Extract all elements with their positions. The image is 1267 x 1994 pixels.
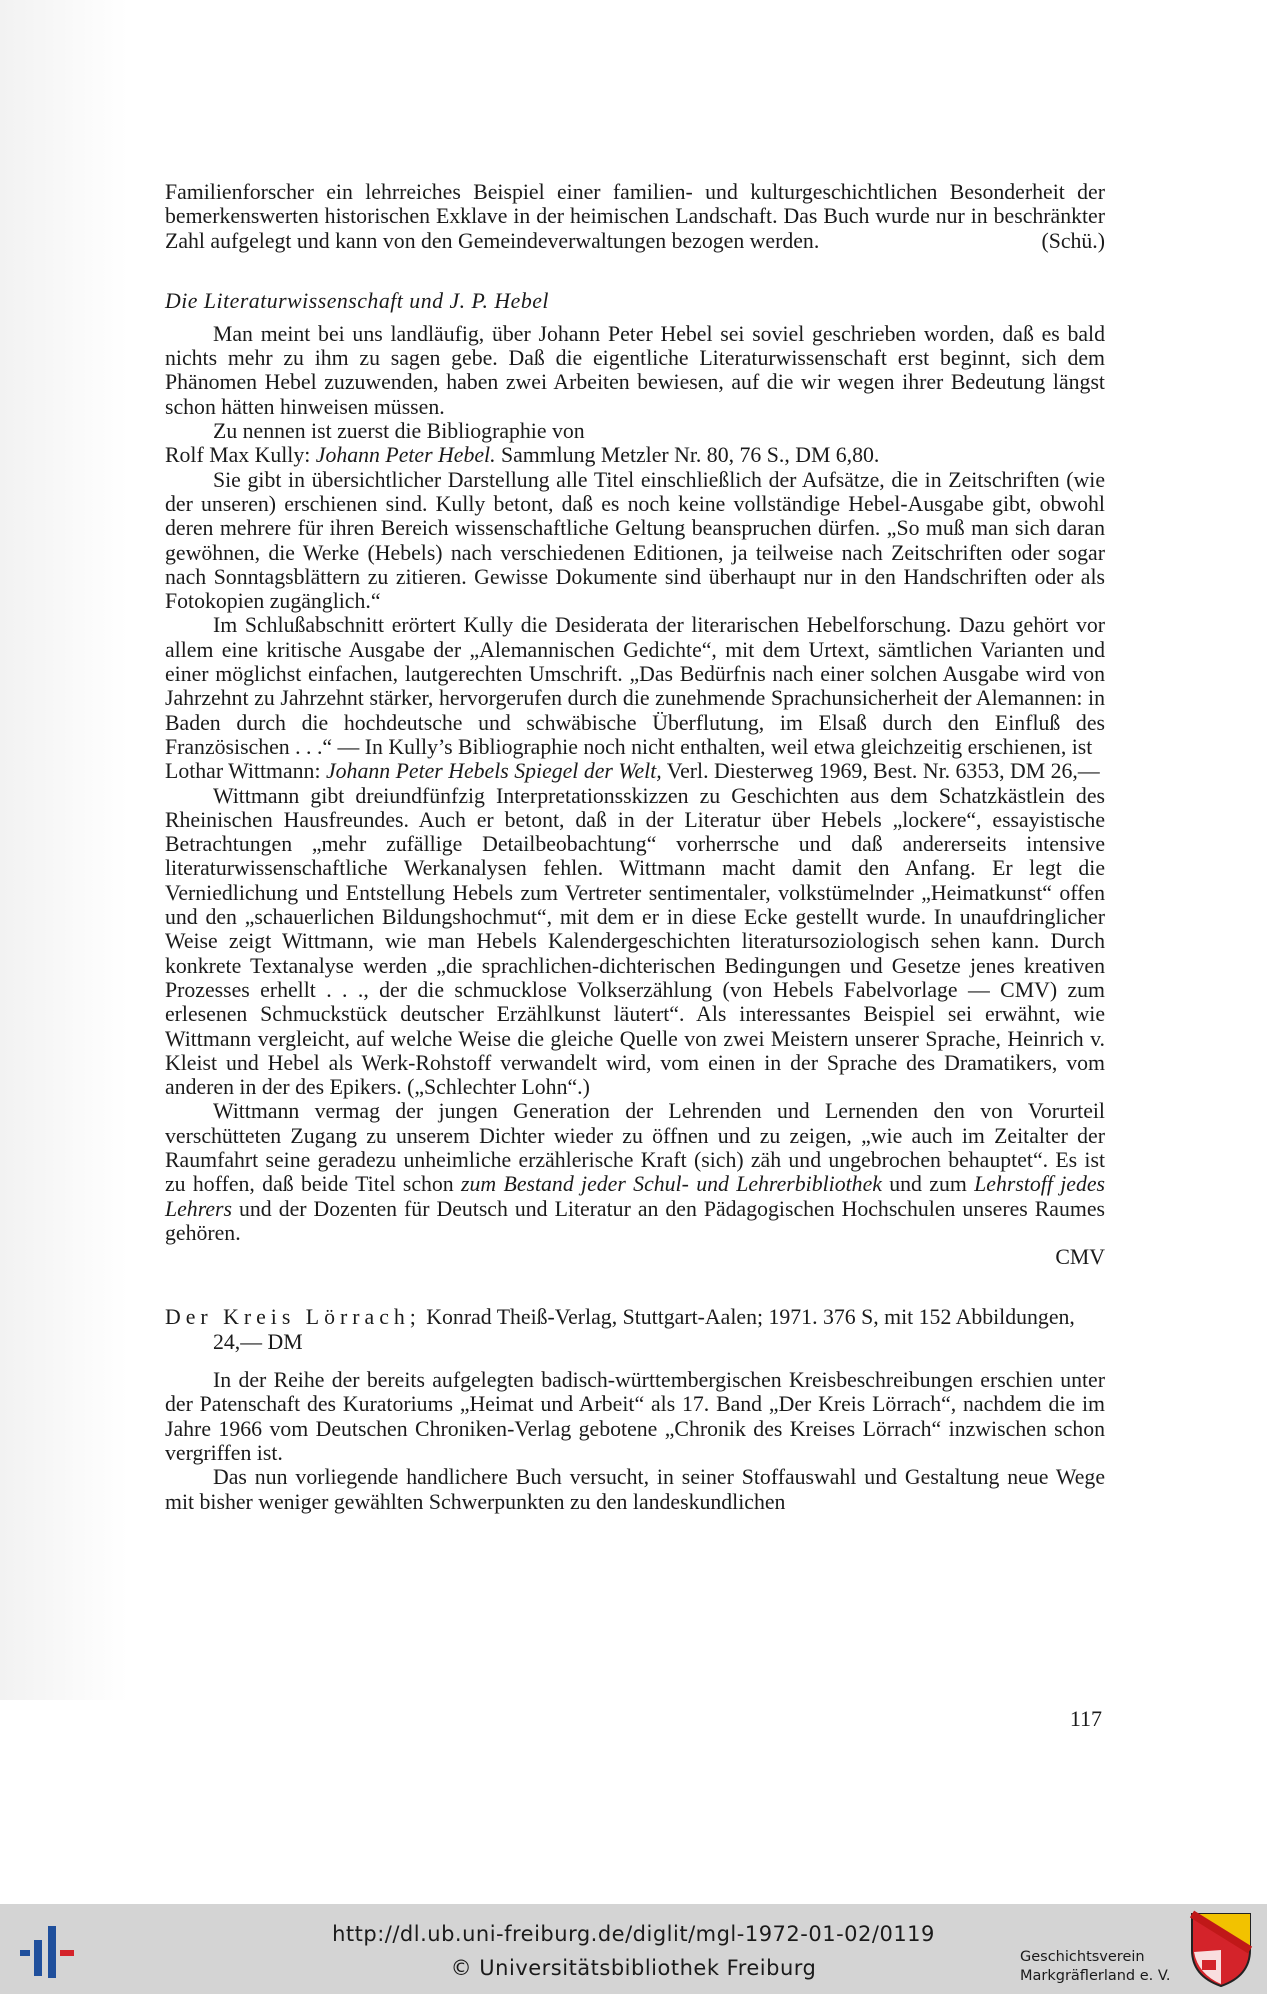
- article3-title: Der Kreis Lörrach; Konrad Theiß-Verlag, Stuttgart-Aalen; 1971. 376 S, mit 152 Abbildungen, 24,— DM: [165, 1305, 1075, 1354]
- article2-heading: Die Literaturwissenschaft und J. P. Hebel: [165, 288, 549, 313]
- article2-paragraph: Wittmann gibt dreiundfünfzig Interpretationsskizzen zu Geschichten aus dem Schatzkästlein des Rheinischen Hausfreundes. Auch er betont, daß in der Literatur über Hebels „lockere“, essayistische Betrachtungen „mehr zufällige Detailbeobachtung“ vorherrsche und daß andererseits intensive literaturwissenschaftliche Werkanalysen fehlen. Wittmann macht damit den Anfang. Er legt die Verniedlichung und Entstellung Hebels zum Vertreter sentimentaler, volkstümelnder „Heimatkunst“ offen und den „schauerlichen Bildungshochmut“, mit dem er in diese Ecke gestellt wurde. In unaufdringlicher Weise zeigt Wittmann, wie man Hebels Kalendergeschichten literatursoziologisch sehen kann. Durch konkrete Textanalyse werden „die sprachlichen-dichterischen Bedingungen und Gesetze jenes kreativen Prozesses erhellt . . ., der die schmucklose Volkserzählung (von Hebels Fabelvorlage — CMV) zum erlesenen Schmuckstück deutscher Erzählkunst läutert“. Als interessantes Beispiel sei erwähnt, wie Wittmann vergleicht, auf welche Weise die gleiche Quelle von zwei Meistern unserer Sprache, Heinrich v. Kleist und Hebel als Werk-Rohstoff verwandelt wird, vom einen in der Sprache des Dramatikers, vom anderen in der des Epikers. („Schlechter Lohn“.): [165, 783, 1105, 1100]
- article2-paragraph: Zu nennen ist zuerst die Bibliographie von: [213, 419, 585, 444]
- copyright-notice: © Universitätsbibliothek Freiburg: [450, 1956, 817, 1980]
- article3-paragraph: In der Reihe der bereits aufgelegten badisch-württembergischen Kreisbeschreibungen erschien unter der Patenschaft des Kuratoriums „Heimat und Arbeit“ als 17. Band „Der Kreis Lörrach“, nachdem die im Jahre 1966 vom Deutschen Chroniken-Verlag gebotene „Chronik des Kreises Lörrach“ inzwischen schon vergriffen ist.: [165, 1368, 1105, 1465]
- article2-paragraph: Sie gibt in übersichtlicher Darstellung alle Titel einschließlich der Aufsätze, die in Zeitschriften (wie der unseren) erschienen sind. Kully betont, daß es noch keine vollständige Hebel-Ausgabe gibt, obwohl deren mehrere für ihren Bereich wissenschaftliche Geltung beanspruchen dürfen. „So muß man sich daran gewöhnen, die Werke (Hebels) nach verschiedenen Editionen, ja teilweise nach Zeitschriften oder sogar nach Sonntagsblättern zu zitieren. Gewisse Dokumente sind überhaupt nur in den Handschriften oder als Fotokopien zugänglich.“: [165, 467, 1105, 614]
- article1-signature: (Schü.): [1041, 228, 1105, 253]
- article2-paragraph: Man meint bei uns landläufig, über Johann Peter Hebel sei soviel geschrieben worden, daß es bald nichts mehr zu ihm zu sagen gebe. Daß die eigentliche Literaturwissenschaft erst beginnt, sich dem Phänomen Hebel zuzuwenden, haben zwei Arbeiten bewiesen, auf die wir wegen ihrer Bedeutung längst schon hätten hinweisen müssen.: [165, 321, 1105, 419]
- bibliography-reference: Rolf Max Kully: Johann Peter Hebel. Sammlung Metzler Nr. 80, 76 S., DM 6,80.: [165, 443, 880, 468]
- article2-signature: CMV: [1055, 1245, 1105, 1270]
- coat-of-arms-icon: [1188, 1910, 1254, 1988]
- article2-paragraph: Wittmann vermag der jungen Generation der Lehrenden und Lernenden den von Vorurteil verschütteten Zugang zu unserem Dichter wieder zu öffnen und zu zeigen, „wie auch im Zeitalter der Raumfahrt seine geradezu unheimliche erzählerische Kraft (sich) zäh und ungebrochen behauptet“. Es ist zu hoffen, daß beide Titel schon zum Bestand jeder Schul- und Lehrerbibliothek und zum Lehrstoff jedes Lehrers und der Dozenten für Deutsch und Literatur an den Pädagogischen Hochschulen unseres Raumes gehören.: [165, 1099, 1106, 1245]
- scan-edge-shadow: [0, 0, 128, 1700]
- document-page: [165, 180, 1105, 1514]
- article3-paragraph: Das nun vorliegende handlichere Buch versucht, in seiner Stoffauswahl und Gestaltung neue Wege mit bisher weniger gewählten Schwerpunkten zu den landeskundlichen: [165, 1465, 1105, 1514]
- bibliography-reference: Lothar Wittmann: Johann Peter Hebels Spiegel der Welt, Verl. Diesterweg 1969, Best. Nr. 6353, DM 26,—: [165, 759, 1100, 784]
- page-number: 117: [1069, 1706, 1102, 1731]
- organization-name: Geschichtsverein Markgräflerland e. V.: [1020, 1949, 1171, 1984]
- document-url-link[interactable]: http://dl.ub.uni-freiburg.de/diglit/mgl-1972-01-02/0119: [332, 1922, 935, 1946]
- footer-bar: [0, 1904, 1267, 1994]
- article1-continuation: Familienforscher ein lehrreiches Beispiel einer familien- und kulturgeschichtlichen Besonderheit der bemerkenswerten historischen Exklave in der heimischen Landschaft. Das Buch wurde nur in beschränkter Zahl aufgelegt und kann von den Gemeindeverwaltungen bezogen werden.: [165, 180, 1105, 253]
- article2-paragraph: Im Schlußabschnitt erörtert Kully die Desiderata der literarischen Hebelforschung. Dazu gehört vor allem eine kritische Ausgabe der „Alemannischen Gedichte“, mit dem Urtext, sämtlichen Varianten und einer möglichst einfachen, lautgerechten Umschrift. „Das Bedürfnis nach einer solchen Ausgabe wird von Jahrzehnt zu Jahrzehnt stärker, hervorgerufen durch die zunehmende Sprachunsicherheit der Alemannen: in Baden durch die hochdeutsche und schwäbische Überflutung, im Elsaß durch den Einfluß des Französischen . . .“ — In Kully’s Bibliographie noch nicht enthalten, weil etwa gleichzeitig erschienen, ist: [165, 613, 1105, 759]
